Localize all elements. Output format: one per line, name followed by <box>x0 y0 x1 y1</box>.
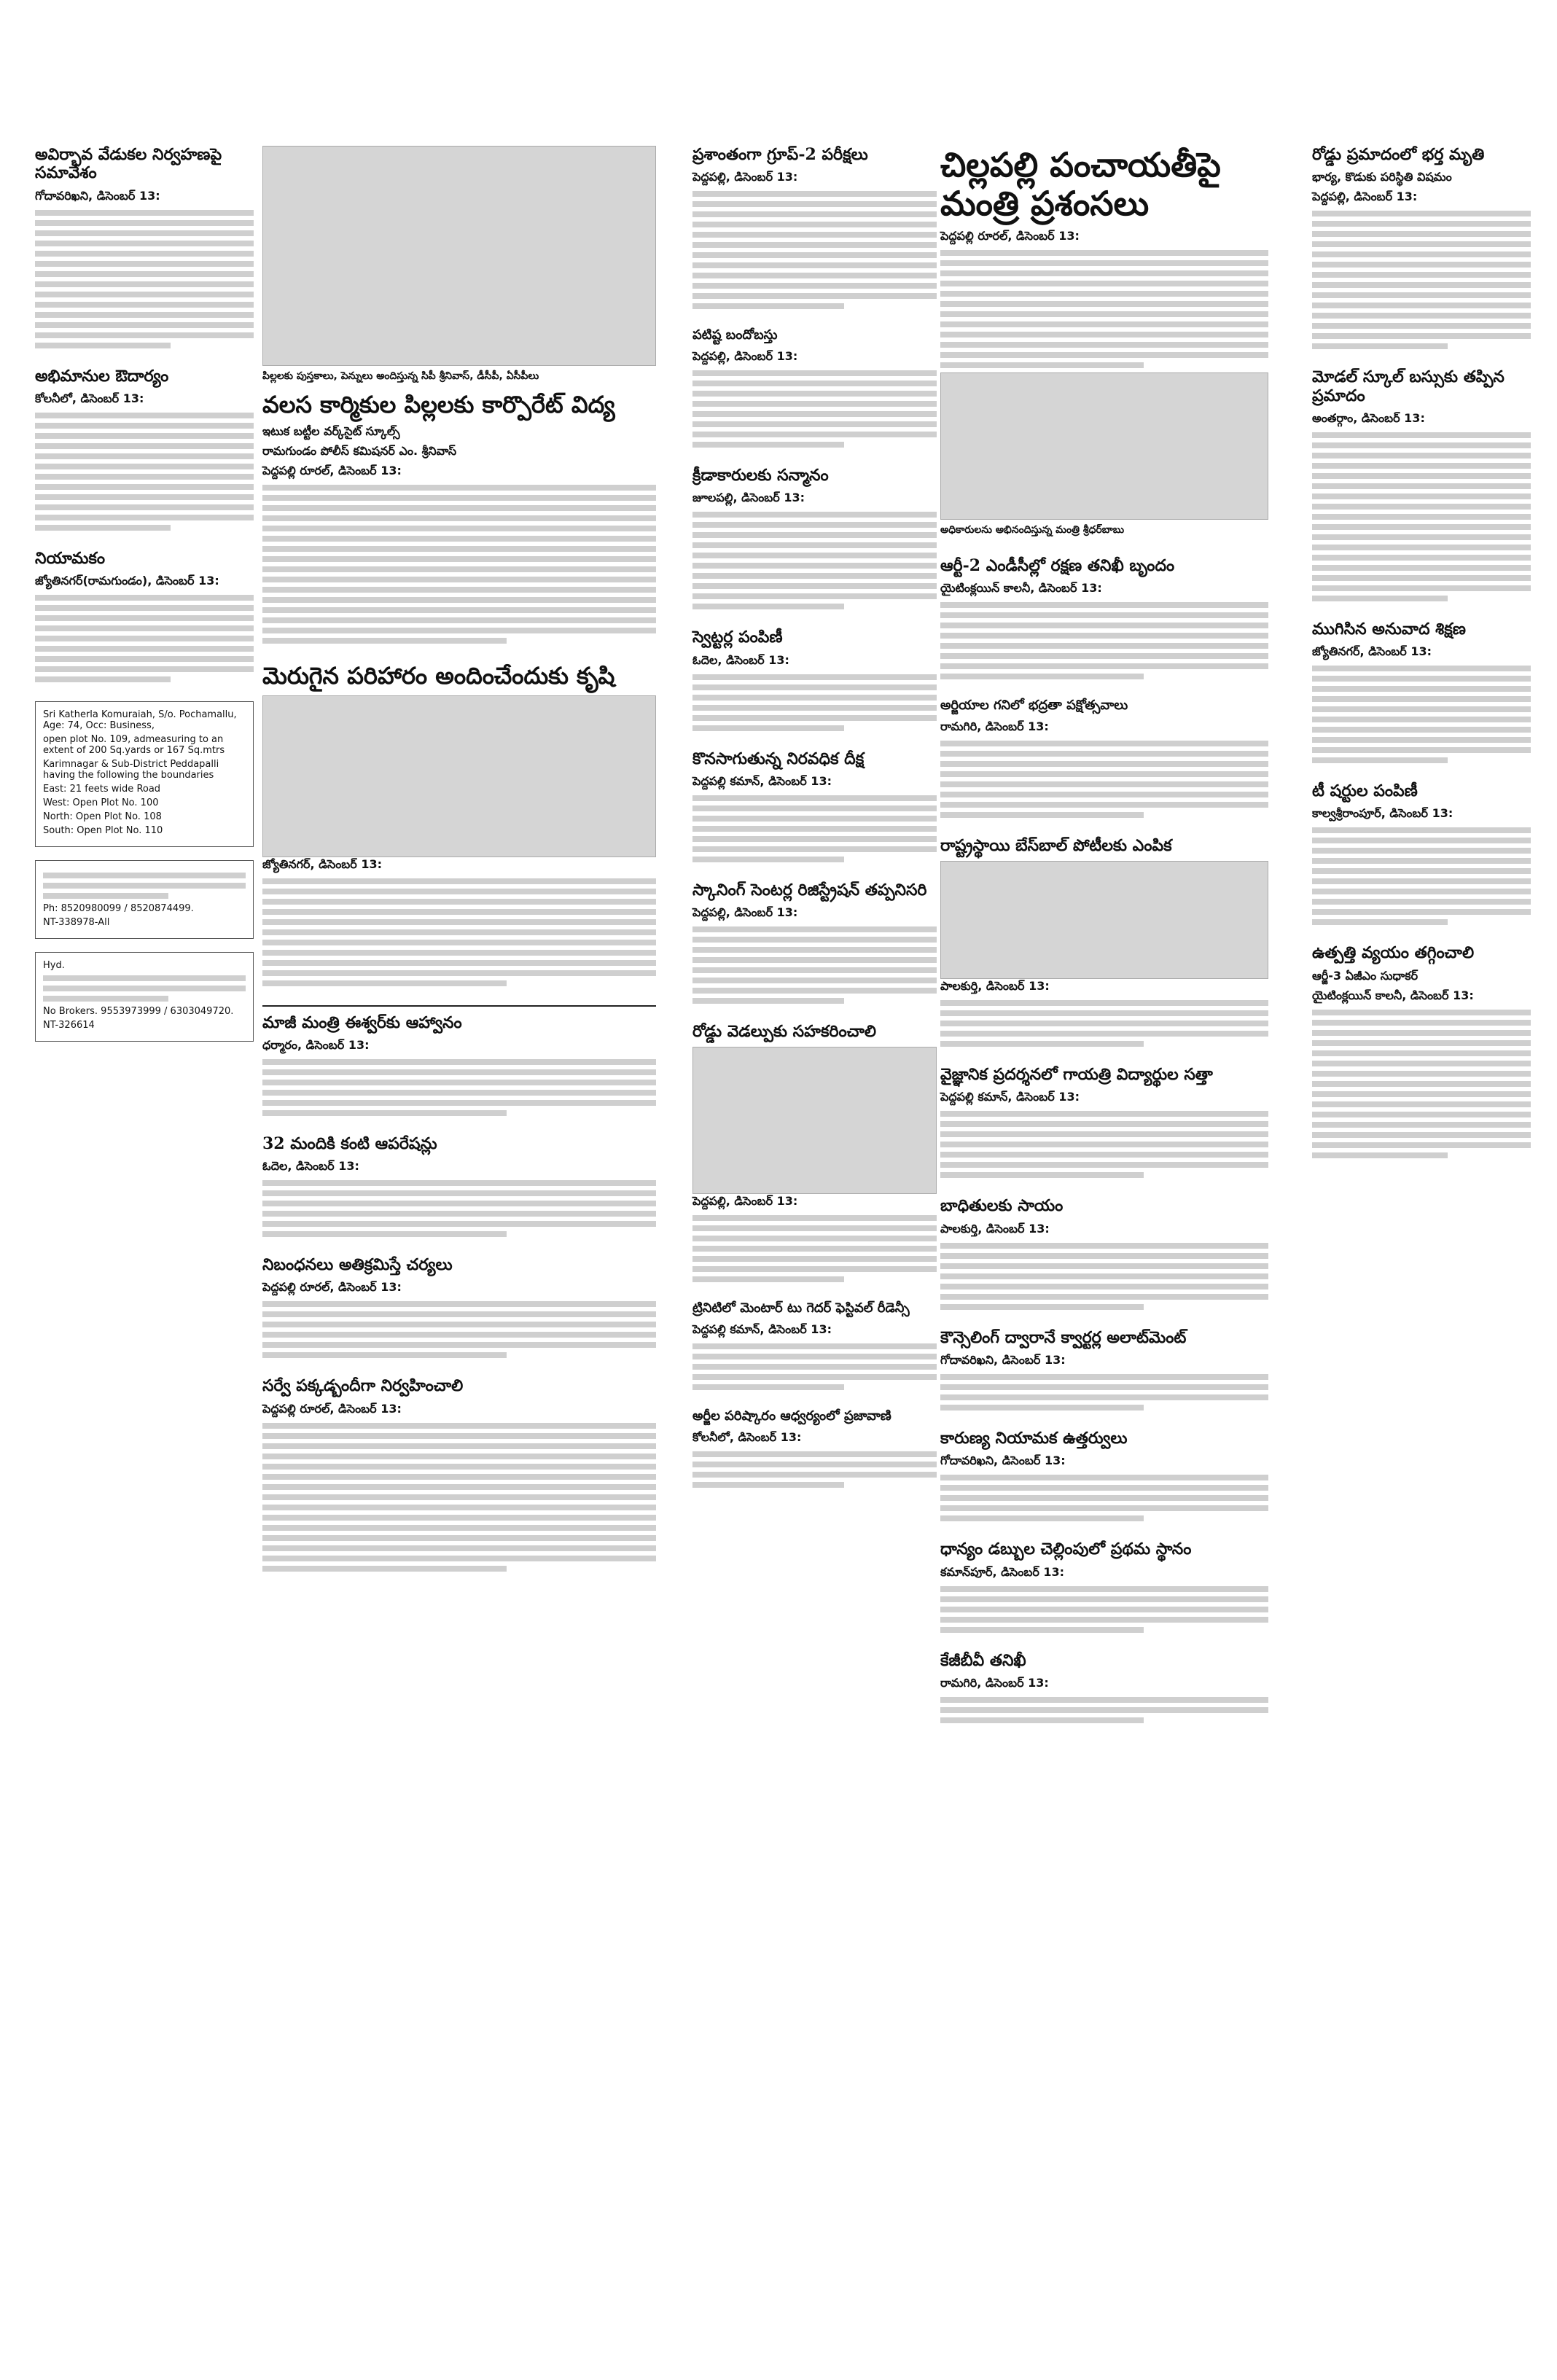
boundary-west: West: Open Plot No. 100 <box>43 797 159 809</box>
story-headline: ట్రినిటిలో మెంటార్ టు గెదర్ ఫెస్టివల్ రీడెన్సీ <box>692 1300 910 1316</box>
story-kgbv-inspection <box>940 1652 1268 1723</box>
photo-mla-road <box>692 1047 937 1194</box>
story-safety-fortnight <box>940 698 1268 818</box>
story-headline: రోడ్డు వెడల్పుకు సహకరించాలి <box>692 1022 877 1042</box>
story-byline: జ్యోతినగర్, డిసెంబర్ 13: <box>262 857 383 871</box>
story-road-widening <box>692 1023 937 1282</box>
story-headline: మోడల్ స్కూల్ బస్సుకు తప్పిన ప్రమాదం <box>1312 367 1505 405</box>
story-body <box>940 1111 1268 1178</box>
ad-code: NT-326614 <box>43 1020 95 1031</box>
story-body <box>35 595 254 682</box>
story-body <box>35 413 254 531</box>
story-headline: ముగిసిన అనువాద శిక్షణ <box>1312 619 1466 639</box>
story-headline: అవిర్భావ వేడుకల నిర్వహణపై సమావేశం <box>35 145 222 183</box>
story-headline: కౌన్సెలింగ్ ద్వారానే క్వార్టర్ల అలాట్‌మెంట్ <box>940 1327 1187 1347</box>
classified-ad-1 <box>35 860 254 939</box>
story-byline: రామగిరి, డిసెంబర్ 13: <box>940 1675 1049 1690</box>
story-body <box>692 1451 937 1488</box>
story-headline: కొనసాగుతున్న నిరవధిక దీక్ష <box>692 749 865 768</box>
story-byline: పెద్దపల్లి రూరల్, డిసెంబర్ 13: <box>940 228 1080 243</box>
story-byline: అంతర్గాం, డిసెంబర్ 13: <box>1312 410 1425 425</box>
story-byline: పెద్దపల్లి, డిసెంబర్ 13: <box>1312 190 1418 204</box>
story-headline: చిల్లపల్లి పంచాయతీపై మంత్రి ప్రశంసలు <box>940 145 1221 223</box>
story-body <box>692 1215 937 1282</box>
story-byline: జ్యోతినగర్(రామగుండం), డిసెంబర్ 13: <box>35 574 219 588</box>
divider <box>262 1005 656 1007</box>
story-headline: క్రీడాకారులకు సన్మానం <box>692 465 829 485</box>
story-byline: పెద్దపల్లి కమాన్, డిసెంబర్ 13: <box>940 1090 1080 1104</box>
column-2 <box>262 146 656 1591</box>
column-3 <box>692 146 937 1507</box>
story-byline: యైటింక్లయిన్ కాలనీ, డిసెంబర్ 13: <box>940 581 1102 596</box>
story-victims-help <box>940 1197 1268 1309</box>
story-body <box>692 1343 937 1390</box>
story-fans-generosity <box>35 367 254 531</box>
story-headline: అభిమానుల ఔదార్యం <box>35 366 169 386</box>
story-corporate-education <box>262 391 656 644</box>
story-byline: గోదావరిఖని, డిసెంబర్ 13: <box>940 1352 1066 1367</box>
story-body <box>692 674 937 731</box>
story-eye-operations <box>262 1135 656 1237</box>
story-body <box>692 191 937 309</box>
story-headline: నియామకం <box>35 548 106 568</box>
ad-contact: Ph: 8520980099 / 8520874499. <box>43 903 194 915</box>
ad-line: open plot No. 109, admeasuring to an extent of 200 Sq.yards or 167 Sq.mtrs <box>43 734 225 757</box>
story-body <box>1312 211 1531 349</box>
story-hunger-strike <box>692 750 937 862</box>
story-byline: పెద్దపల్లి, డిసెంబర్ 13: <box>692 170 798 184</box>
story-compensation <box>262 663 656 986</box>
story-body <box>940 1475 1268 1521</box>
ad-code: NT-338978-All <box>43 917 110 929</box>
story-body <box>940 1243 1268 1310</box>
story-trinity-mentor <box>692 1301 937 1390</box>
column-4 <box>940 146 1268 1742</box>
story-body <box>940 602 1268 679</box>
story-headline: పటిష్ట బందోబస్తు <box>692 327 778 343</box>
story-quarters-allotment <box>940 1329 1268 1411</box>
story-appointment <box>35 550 254 682</box>
story-headline: రాష్ట్రస్థాయి బేస్‌బాల్ పోటీలకు ఎంపిక <box>940 835 1172 855</box>
story-scanning-centers <box>692 881 937 1004</box>
story-production-cost <box>1312 944 1531 1158</box>
story-headline: కారుణ్య నియామక ఉత్తర్వులు <box>940 1428 1128 1448</box>
story-science-fair <box>940 1066 1268 1178</box>
story-body <box>262 1059 656 1116</box>
story-headline: వలస కార్మికుల పిల్లలకు కార్పొరేట్ విద్య <box>262 391 615 418</box>
story-byline: జూలపల్లి, డిసెంబర్ 13: <box>692 491 805 505</box>
story-byline: జ్యోతినగర్, డిసెంబర్ 13: <box>1312 644 1432 659</box>
photo-students <box>940 861 1268 979</box>
story-body <box>940 741 1268 818</box>
story-headline: అర్జీల పరిష్కారం ఆధ్వర్యంలో ప్రజావాణి <box>692 1408 891 1424</box>
story-byline: పెద్దపల్లి, డిసెంబర్ 13: <box>692 905 798 920</box>
story-headline: అర్జియాల గనిలో భద్రతా పక్షోత్సవాలు <box>940 698 1128 714</box>
photo-officials <box>940 372 1268 520</box>
story-body <box>262 1301 656 1358</box>
story-security <box>692 328 937 448</box>
story-headline: నిబంధనలు అతిక్రమిస్తే చర్యలు <box>262 1255 453 1275</box>
story-headline: ఉత్పత్తి వ్యయం తగ్గించాలి <box>1312 943 1475 963</box>
story-byline: గోదావరిఖని, డిసెంబర్ 13: <box>35 188 160 203</box>
photo-caption: పిల్లలకు పుస్తకాలు, పెన్నులు అందిస్తున్న సిపీ శ్రీనివాస్, డీసీపీ, ఏసీపీలు <box>262 370 539 382</box>
boundary-south: South: Open Plot No. 110 <box>43 825 163 837</box>
story-road-accident <box>1312 146 1531 349</box>
story-body <box>940 1000 1268 1047</box>
story-bullet: రామగుండం పోలీస్ కమిషనర్ ఎం. శ్రీనివాస్ <box>262 443 457 458</box>
story-body <box>1312 827 1531 925</box>
story-headline: వైజ్ఞానిక ప్రదర్శనలో గాయత్రి విద్యార్థుల సత్తా <box>940 1065 1213 1085</box>
story-group2-exams <box>692 146 937 309</box>
story-school-bus <box>1312 368 1531 601</box>
story-body <box>692 370 937 448</box>
story-sports-felicitation <box>692 467 937 609</box>
story-body <box>262 878 656 986</box>
story-body <box>940 1374 1268 1411</box>
story-byline: కాల్వశ్రీరాంపూర్, డిసెంబర్ 13: <box>1312 806 1453 821</box>
story-translation-training <box>1312 620 1531 763</box>
story-byline: కమాన్‌పూర్, డిసెంబర్ 13: <box>940 1564 1065 1579</box>
story-headline: బాధితులకు సాయం <box>940 1196 1064 1216</box>
story-byline: పెద్దపల్లి రూరల్, డిసెంబర్ 13: <box>262 1280 402 1295</box>
story-headline: స్వెట్టర్ల పంపిణీ <box>692 628 783 647</box>
story-headline: రోడ్డు ప్రమాదంలో భర్త మృతి <box>1312 145 1485 164</box>
story-body <box>692 512 937 609</box>
story-body <box>35 210 254 348</box>
story-body <box>692 795 937 862</box>
story-anniversary-meeting <box>35 146 254 348</box>
story-byline: పెద్దపల్లి రూరల్, డిసెంబర్ 13: <box>262 1401 402 1416</box>
classified-ad-2 <box>35 952 254 1042</box>
story-body <box>262 1180 656 1237</box>
story-prajavani <box>692 1409 937 1488</box>
boundary-north: North: Open Plot No. 108 <box>43 811 162 823</box>
story-body <box>262 485 656 644</box>
photo-caption: అధికారులను అభినందిస్తున్న మంత్రి శ్రీధర్‌బాబు <box>940 523 1125 536</box>
story-byline: పాలకుర్తి, డిసెంబర్ 13: <box>940 1221 1050 1236</box>
story-body <box>1312 432 1531 601</box>
story-headline: స్కానింగ్ సెంటర్ల రిజిస్ట్రేషన్ తప్పనిసరి <box>692 880 927 900</box>
story-byline: పెద్దపల్లి, డిసెంబర్ 13: <box>692 348 798 363</box>
story-byline: కోలనీలో, డిసెంబర్ 13: <box>35 391 144 405</box>
photo-collector <box>262 695 656 857</box>
story-body <box>262 1423 656 1572</box>
story-headline: కేజీబీవీ తనిఖీ <box>940 1650 1026 1670</box>
legal-notice-ad <box>35 701 254 847</box>
story-headline: మెరుగైన పరిహారం అందించేందుకు కృషి <box>262 661 615 690</box>
story-byline: ఓదెల, డిసెంబర్ 13: <box>692 652 789 667</box>
story-bullet: భార్య, కొడుకు పరిస్థితి విషమం <box>1312 170 1452 184</box>
story-byline: ధర్మారం, డిసెంబర్ 13: <box>262 1037 370 1052</box>
story-sweaters <box>692 628 937 730</box>
story-headline: ఆర్టీ-2 ఎండీసీల్లో రక్షణ తనిఖీ బృందం <box>940 555 1175 575</box>
story-minister-praise <box>940 146 1268 538</box>
story-body <box>1312 666 1531 763</box>
ad-place: Hyd. <box>43 960 65 972</box>
story-byline: ఓదెల, డిసెంబర్ 13: <box>262 1159 359 1174</box>
story-body <box>692 926 937 1004</box>
story-grain-payments <box>940 1540 1268 1632</box>
ad-line: Sri Katherla Komuraiah, S/o. Pochamallu, Age: 74, Occ: Business, <box>43 709 237 732</box>
story-headline: 32 మందికి కంటి ఆపరేషన్లు <box>262 1134 437 1153</box>
story-baseball <box>940 837 1268 1047</box>
story-headline: మాజీ మంత్రి ఈశ్వర్‌కు ఆహ్వానం <box>262 1013 462 1032</box>
story-byline: కోలనీలో, డిసెంబర్ 13: <box>692 1429 802 1444</box>
story-byline: యైటింక్లయిన్ కాలనీ, డిసెంబర్ 13: <box>1312 988 1474 1002</box>
boundary-east: East: 21 feets wide Road <box>43 784 161 795</box>
story-body <box>1312 1010 1531 1158</box>
column-5 <box>1312 146 1531 1177</box>
story-rule-violations <box>262 1256 656 1358</box>
story-compassionate-orders <box>940 1429 1268 1521</box>
story-byline: పెద్దపల్లి రూరల్, డిసెంబర్ 13: <box>262 463 402 477</box>
story-bullet: ఇటుక బట్టీల వర్క్‌సైట్ స్కూల్స్ <box>262 424 400 438</box>
story-byline: పెద్దపల్లి, డిసెంబర్ 13: <box>692 1194 798 1209</box>
story-survey <box>262 1377 656 1571</box>
story-byline: పెద్దపల్లి కమాన్, డిసెంబర్ 13: <box>692 1322 832 1337</box>
story-safety-team <box>940 557 1268 679</box>
ad-line: Karimnagar & Sub-District Peddapalli having the following the boundaries <box>43 759 219 781</box>
story-headline: ప్రశాంతంగా గ్రూప్-2 పరీక్షలు <box>692 145 868 164</box>
story-byline: గోదావరిఖని, డిసెంబర్ 13: <box>940 1454 1066 1468</box>
story-byline: రామగిరి, డిసెంబర్ 13: <box>940 719 1049 733</box>
story-tshirts <box>1312 782 1531 925</box>
column-1 <box>35 146 254 1055</box>
story-body <box>940 1697 1268 1723</box>
story-body <box>940 1586 1268 1633</box>
photo-children-books <box>262 146 656 366</box>
story-body <box>940 250 1268 368</box>
story-headline: సర్వే పక్కడ్బందీగా నిర్వహించాలి <box>262 1376 464 1396</box>
story-byline: పాలకుర్తి, డిసెంబర్ 13: <box>940 979 1050 994</box>
ad-contact: No Brokers. 9553973999 / 6303049720. <box>43 1006 234 1018</box>
story-bullet: ఆర్జీ-3 ఏజీఎం సుధాకర్ <box>1312 968 1419 983</box>
story-ex-minister-invite <box>262 1014 656 1116</box>
story-headline: ధాన్యం డబ్బుల చెల్లింపులో ప్రథమ స్థానం <box>940 1540 1192 1559</box>
story-byline: పెద్దపల్లి కమాన్, డిసెంబర్ 13: <box>692 773 832 788</box>
story-headline: టీ షర్టుల పంపిణీ <box>1312 781 1418 801</box>
